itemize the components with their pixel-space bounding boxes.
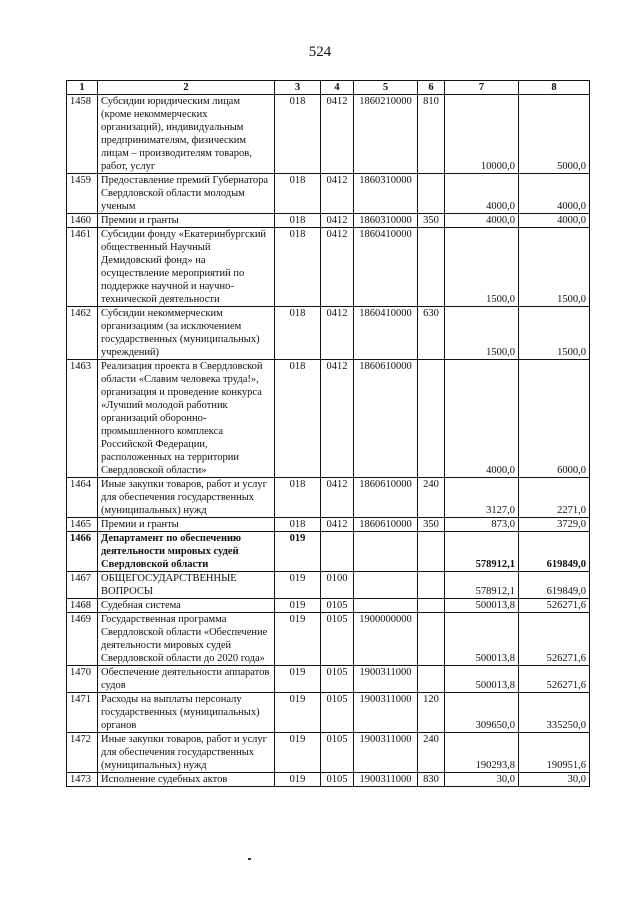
cell-c4: 0105 [321, 693, 354, 733]
cell-name: Иные закупки товаров, работ и услуг для обеспечения государственных (муниципальных) нужд [98, 733, 275, 773]
cell-n: 1464 [67, 478, 98, 518]
cell-c4: 0105 [321, 733, 354, 773]
cell-c5: 1860610000 [354, 478, 418, 518]
cell-c5 [354, 572, 418, 599]
cell-c5: 1860410000 [354, 307, 418, 360]
cell-v8: 619849,0 [519, 532, 590, 572]
cell-c6: 240 [418, 478, 445, 518]
cell-name: Субсидии юридическим лицам (кроме некоммерческих организаций), индивидуальным предпринимателям, физическим лицам – производителям товаров, работ, услуг [98, 95, 275, 174]
cell-c3: 019 [275, 773, 321, 787]
column-header: 7 [445, 81, 519, 95]
cell-name: Реализация проекта в Свердловской области «Славим человека труда!», организация и проведение конкурса «Лучший молодой работник организаций оборонно-промышленного комплекса Российской Федерации, расположенных на территории Свердловской области» [98, 360, 275, 478]
cell-name: Премии и гранты [98, 518, 275, 532]
cell-v8: 1500,0 [519, 307, 590, 360]
cell-v7: 4000,0 [445, 174, 519, 214]
cell-n: 1466 [67, 532, 98, 572]
cell-v7: 578912,1 [445, 532, 519, 572]
cell-c3: 019 [275, 532, 321, 572]
table-row [67, 613, 590, 666]
table-row [67, 95, 590, 174]
cell-name: Премии и гранты [98, 214, 275, 228]
cell-n: 1471 [67, 693, 98, 733]
table-header [67, 81, 590, 95]
cell-c6 [418, 532, 445, 572]
footer-mark [248, 858, 251, 860]
table-row [67, 733, 590, 773]
cell-v7: 873,0 [445, 518, 519, 532]
cell-v8: 4000,0 [519, 174, 590, 214]
cell-c6: 120 [418, 693, 445, 733]
cell-c4: 0412 [321, 478, 354, 518]
cell-c6 [418, 228, 445, 307]
cell-c5: 1860410000 [354, 228, 418, 307]
cell-c5: 1900311000 [354, 666, 418, 693]
column-header: 8 [519, 81, 590, 95]
table-row [67, 666, 590, 693]
table-row [67, 478, 590, 518]
table-row [67, 360, 590, 478]
cell-c3: 018 [275, 95, 321, 174]
cell-v7: 4000,0 [445, 360, 519, 478]
cell-c5: 1860610000 [354, 360, 418, 478]
budget-table [66, 80, 590, 787]
cell-c6 [418, 666, 445, 693]
table-row [67, 307, 590, 360]
cell-c4: 0412 [321, 518, 354, 532]
cell-c6 [418, 599, 445, 613]
cell-v8: 5000,0 [519, 95, 590, 174]
cell-name: Предоставление премий Губернатора Свердловской области молодым ученым [98, 174, 275, 214]
cell-v7: 30,0 [445, 773, 519, 787]
cell-c6: 350 [418, 518, 445, 532]
cell-n: 1468 [67, 599, 98, 613]
cell-c6: 240 [418, 733, 445, 773]
cell-c5: 1900000000 [354, 613, 418, 666]
cell-c6: 810 [418, 95, 445, 174]
table-row [67, 693, 590, 733]
cell-c3: 018 [275, 228, 321, 307]
cell-name: Иные закупки товаров, работ и услуг для обеспечения государственных (муниципальных) нужд [98, 478, 275, 518]
cell-v8: 526271,6 [519, 666, 590, 693]
cell-v8: 190951,6 [519, 733, 590, 773]
table-row [67, 599, 590, 613]
column-header: 6 [418, 81, 445, 95]
table-row [67, 773, 590, 787]
cell-c5: 1900311000 [354, 773, 418, 787]
cell-c5: 1900311000 [354, 733, 418, 773]
cell-c3: 018 [275, 214, 321, 228]
cell-v7: 578912,1 [445, 572, 519, 599]
column-header: 2 [98, 81, 275, 95]
cell-c5 [354, 532, 418, 572]
cell-c5: 1860610000 [354, 518, 418, 532]
cell-v8: 3729,0 [519, 518, 590, 532]
cell-c3: 019 [275, 572, 321, 599]
table-row [67, 228, 590, 307]
cell-v7: 1500,0 [445, 307, 519, 360]
cell-c3: 018 [275, 518, 321, 532]
cell-n: 1470 [67, 666, 98, 693]
cell-name: Государственная программа Свердловской области «Обеспечение деятельности мировых судей Свердловской области до 2020 года» [98, 613, 275, 666]
cell-c3: 018 [275, 478, 321, 518]
cell-n: 1469 [67, 613, 98, 666]
cell-c6 [418, 572, 445, 599]
cell-v8: 30,0 [519, 773, 590, 787]
cell-c6 [418, 174, 445, 214]
cell-v7: 1500,0 [445, 228, 519, 307]
cell-v8: 526271,6 [519, 599, 590, 613]
cell-v8: 335250,0 [519, 693, 590, 733]
cell-v7: 309650,0 [445, 693, 519, 733]
cell-c4: 0412 [321, 174, 354, 214]
cell-c3: 018 [275, 174, 321, 214]
cell-v8: 1500,0 [519, 228, 590, 307]
cell-name: Субсидии фонду «Екатеринбургский общественный Научный Демидовский фонд» на осуществление мероприятий по поддержке научной и научно-технической деятельности [98, 228, 275, 307]
cell-n: 1467 [67, 572, 98, 599]
cell-c6 [418, 613, 445, 666]
table-row [67, 532, 590, 572]
cell-n: 1465 [67, 518, 98, 532]
cell-c3: 018 [275, 360, 321, 478]
cell-c3: 019 [275, 613, 321, 666]
cell-c6: 350 [418, 214, 445, 228]
cell-c4: 0412 [321, 95, 354, 174]
cell-name: Судебная система [98, 599, 275, 613]
cell-v8: 526271,6 [519, 613, 590, 666]
table-row [67, 214, 590, 228]
cell-c4: 0105 [321, 613, 354, 666]
cell-v8: 619849,0 [519, 572, 590, 599]
cell-c4: 0105 [321, 666, 354, 693]
cell-c5: 1860310000 [354, 214, 418, 228]
cell-c6: 630 [418, 307, 445, 360]
cell-c5: 1860310000 [354, 174, 418, 214]
cell-v7: 500013,8 [445, 613, 519, 666]
cell-name: Департамент по обеспечению деятельности мировых судей Свердловской области [98, 532, 275, 572]
cell-n: 1461 [67, 228, 98, 307]
cell-n: 1462 [67, 307, 98, 360]
cell-n: 1460 [67, 214, 98, 228]
cell-v7: 4000,0 [445, 214, 519, 228]
cell-c3: 018 [275, 307, 321, 360]
cell-c4 [321, 532, 354, 572]
page-number: 524 [308, 44, 332, 60]
cell-name: Обеспечение деятельности аппаратов судов [98, 666, 275, 693]
column-header: 1 [67, 81, 98, 95]
table-row [67, 518, 590, 532]
cell-c6: 830 [418, 773, 445, 787]
cell-c5: 1900311000 [354, 693, 418, 733]
column-header: 4 [321, 81, 354, 95]
cell-v8: 6000,0 [519, 360, 590, 478]
cell-c3: 019 [275, 693, 321, 733]
cell-c3: 019 [275, 666, 321, 693]
cell-c3: 019 [275, 599, 321, 613]
cell-name: Расходы на выплаты персоналу государственных (муниципальных) органов [98, 693, 275, 733]
cell-n: 1458 [67, 95, 98, 174]
cell-c4: 0105 [321, 599, 354, 613]
cell-c5 [354, 599, 418, 613]
cell-n: 1473 [67, 773, 98, 787]
cell-name: ОБЩЕГОСУДАРСТВЕННЫЕ ВОПРОСЫ [98, 572, 275, 599]
table-row [67, 174, 590, 214]
column-header: 5 [354, 81, 418, 95]
table-row [67, 572, 590, 599]
cell-v7: 10000,0 [445, 95, 519, 174]
cell-c4: 0412 [321, 214, 354, 228]
cell-name: Субсидии некоммерческим организациям (за исключением государственных (муниципальных) учреждений) [98, 307, 275, 360]
cell-c4: 0105 [321, 773, 354, 787]
cell-v7: 500013,8 [445, 666, 519, 693]
cell-v8: 2271,0 [519, 478, 590, 518]
cell-v7: 500013,8 [445, 599, 519, 613]
cell-v8: 4000,0 [519, 214, 590, 228]
cell-c4: 0100 [321, 572, 354, 599]
cell-name: Исполнение судебных актов [98, 773, 275, 787]
cell-v7: 3127,0 [445, 478, 519, 518]
cell-v7: 190293,8 [445, 733, 519, 773]
cell-c6 [418, 360, 445, 478]
cell-c3: 019 [275, 733, 321, 773]
cell-c5: 1860210000 [354, 95, 418, 174]
cell-c4: 0412 [321, 307, 354, 360]
cell-c4: 0412 [321, 360, 354, 478]
column-header: 3 [275, 81, 321, 95]
cell-c4: 0412 [321, 228, 354, 307]
cell-n: 1472 [67, 733, 98, 773]
cell-n: 1459 [67, 174, 98, 214]
cell-n: 1463 [67, 360, 98, 478]
